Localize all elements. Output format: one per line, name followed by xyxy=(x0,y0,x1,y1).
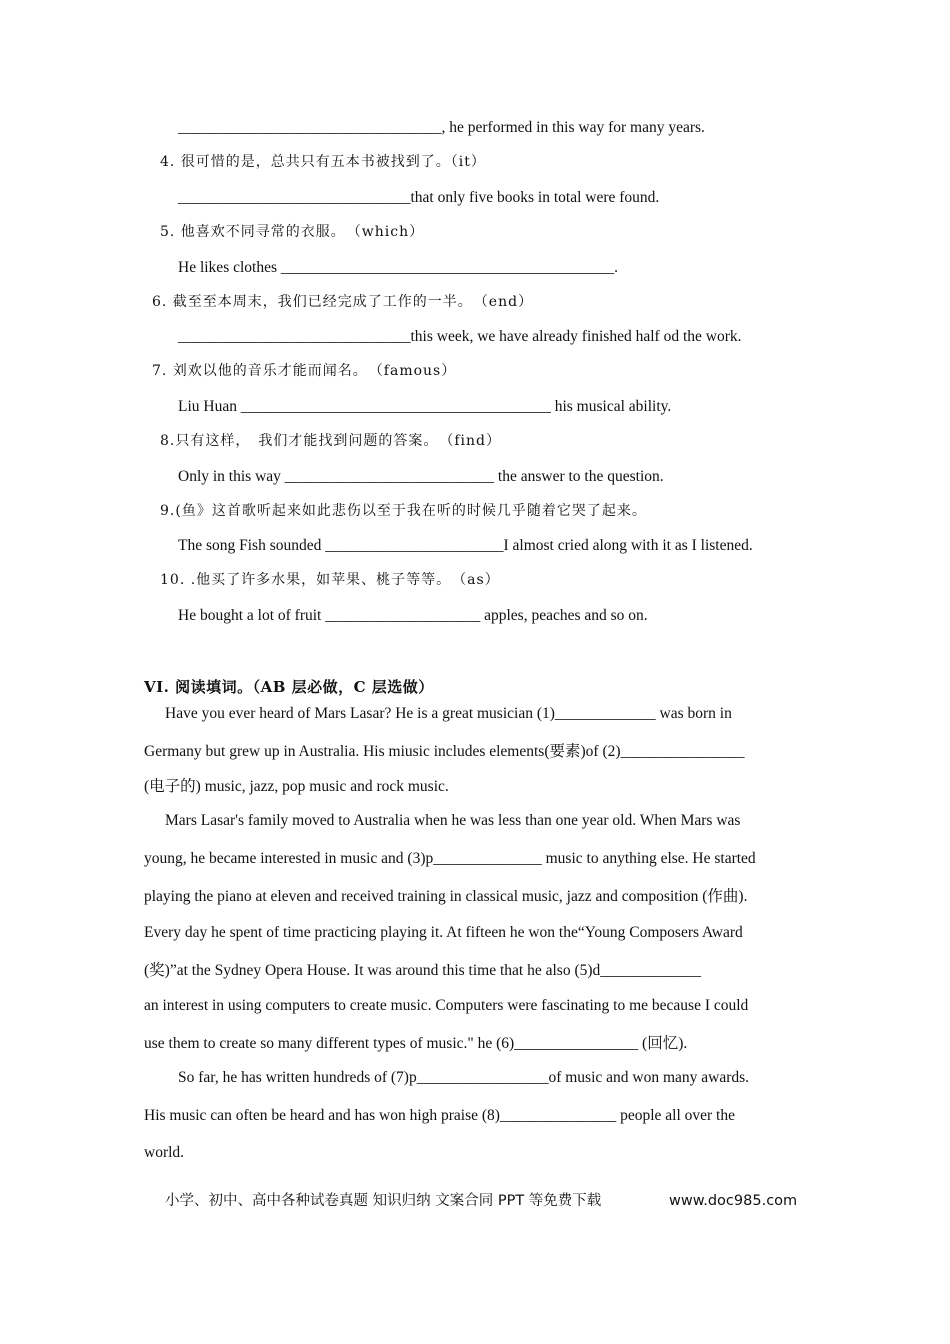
question-9: 9.(鱼》这首歌听起来如此悲伤以至于我在听的时候几乎随着它哭了起来。 xyxy=(160,503,647,519)
passage-line-9: an interest in using computers to create music. Computers were fascinating to me because I could xyxy=(144,997,749,1014)
question-7: 7. 刘欢以他的音乐才能而闻名。 （famous） xyxy=(152,363,457,379)
passage-line-12: His music can often be heard and has won high praise (8)_______________ people all over the xyxy=(144,1107,735,1124)
answer-line-8: Only in this way ___________________________ the answer to the question. xyxy=(178,468,664,485)
answer-line-4: ______________________________that only five books in total were found. xyxy=(178,189,660,206)
passage-line-4: Mars Lasar's family moved to Australia when he was less than one year old. When Mars was xyxy=(165,812,741,829)
section-vi-heading: VI. 阅读填词。（AB 层必做，C 层选做） xyxy=(144,678,434,696)
passage-line-7: Every day he spent of time practicing playing it. At fifteen he won the“Young Composers Award xyxy=(144,924,743,941)
question-5: 5. 他喜欢不同寻常的衣服。 （which） xyxy=(160,224,425,240)
passage-line-2: Germany but grew up in Australia. His miusic includes elements(要素)of (2)________________ xyxy=(144,743,745,760)
question-10: 10. .他买了许多水果，如苹果、桃子等等。 （as） xyxy=(160,572,500,588)
passage-line-11: So far, he has written hundreds of (7)p_________________of music and won many awards. xyxy=(178,1069,750,1086)
answer-line-3: __________________________________, he performed in this way for many years. xyxy=(178,119,705,136)
answer-line-5: He likes clothes ___________________________________________. xyxy=(178,259,619,276)
footer-text: 小学、初中、高中各种试卷真题 知识归纳 文案合同 PPT 等免费下载 xyxy=(165,1193,602,1209)
answer-line-7: Liu Huan ________________________________________ his musical ability. xyxy=(178,398,672,415)
answer-line-9: The song Fish sounded _______________________I almost cried along with it as I listened. xyxy=(178,537,753,554)
passage-line-6: playing the piano at eleven and received training in classical music, jazz and composition (作曲). xyxy=(144,888,748,905)
passage-line-10: use them to create so many different types of music." he (6)________________ (回忆). xyxy=(144,1035,688,1052)
passage-line-13: world. xyxy=(144,1144,185,1161)
answer-line-10: He bought a lot of fruit ____________________ apples, peaches and so on. xyxy=(178,607,648,624)
passage-line-5: young, he became interested in music and (3)p______________ music to anything else. He started xyxy=(144,850,756,867)
passage-line-1: Have you ever heard of Mars Lasar? He is a great musician (1)_____________ was born in xyxy=(165,705,732,722)
passage-line-3: (电子的) music, jazz, pop music and rock music. xyxy=(144,778,449,795)
question-8: 8.只有这样， 我们才能找到问题的答案。 （find） xyxy=(160,433,501,449)
question-4: 4. 很可惜的是，总共只有五本书被找到了。（it） xyxy=(160,154,486,170)
passage-line-8: (奖)”at the Sydney Opera House. It was around this time that he also (5)d_____________ xyxy=(144,962,702,979)
question-6: 6. 截至至本周末，我们已经完成了工作的一半。 （end） xyxy=(152,294,534,310)
footer-url[interactable]: www.doc985.com xyxy=(669,1193,798,1209)
answer-line-6: ______________________________this week, we have already finished half od the work. xyxy=(178,328,742,345)
